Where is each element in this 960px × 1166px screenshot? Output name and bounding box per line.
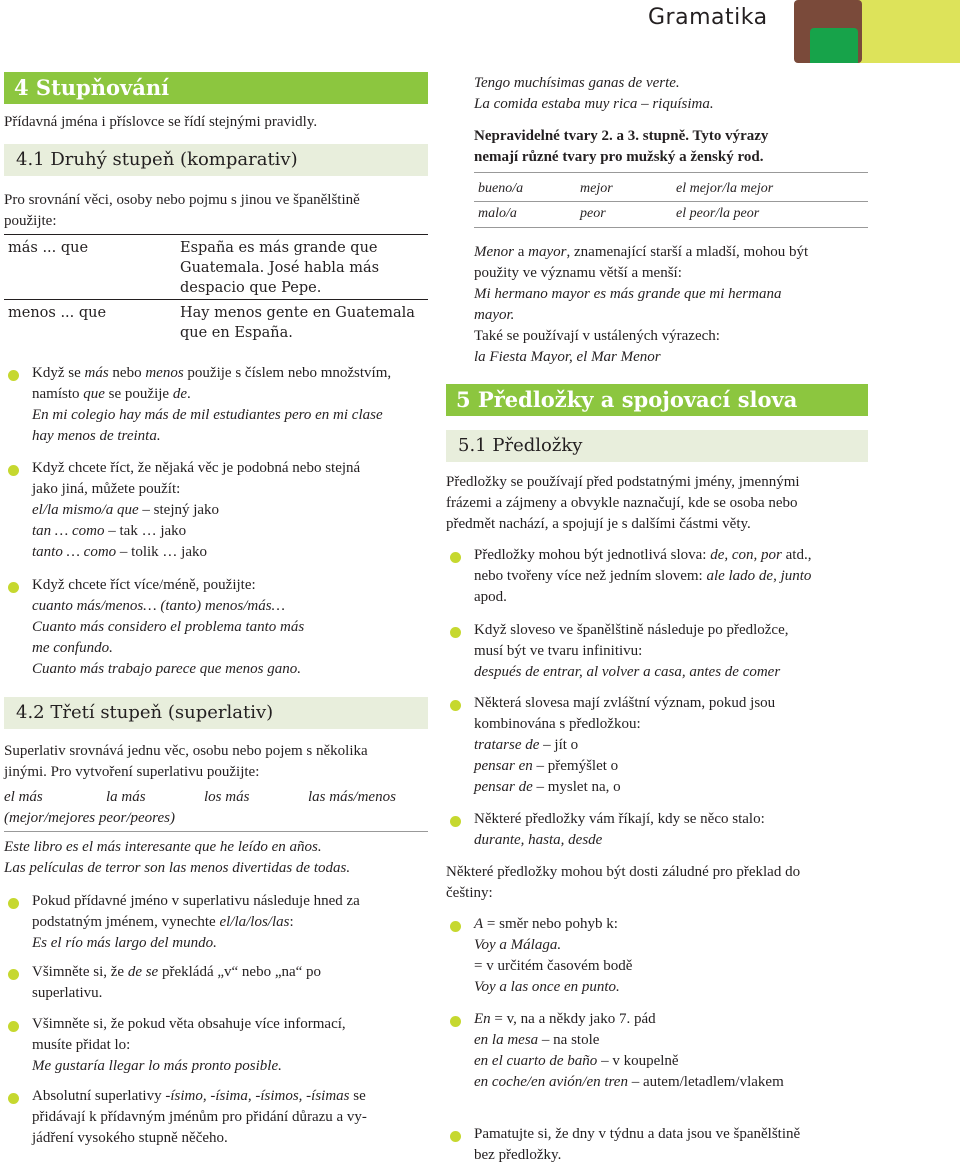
section-42-heading: 4.2 Třetí stupeň (superlativ) bbox=[4, 697, 428, 729]
bullet-dot bbox=[8, 969, 19, 980]
bullet-dot bbox=[450, 552, 461, 563]
s42-form-3: los más bbox=[204, 789, 250, 805]
header-tab-green bbox=[810, 28, 858, 63]
s42-b1-line2: podstatným jménem, vynechte el/la/los/las: bbox=[32, 914, 294, 930]
table-right-mas-2: Guatemala. José habla más bbox=[180, 260, 380, 276]
menor-line4: mayor. bbox=[474, 307, 515, 323]
irregular-r1-c2: mejor bbox=[580, 181, 613, 196]
menor-line3: Mi hermano mayor es más grande que mi hermana bbox=[474, 286, 782, 302]
s41-intro-1: Pro srovnání věci, osoby nebo pojmu s jinou ve španělštině bbox=[4, 192, 360, 208]
section-41-heading: 4.1 Druhý stupeň (komparativ) bbox=[4, 144, 428, 176]
s41-b2-line2: jako jiná, můžete použít: bbox=[32, 481, 181, 497]
bullet-dot bbox=[8, 1093, 19, 1104]
s51-intro-2: frázemi a zájmeny a obvykle naznačují, kde se osoba nebo bbox=[446, 495, 798, 511]
s51-b3-line1: Některá slovesa mají zvláštní význam, pokud jsou bbox=[474, 695, 776, 711]
menor-line6: la Fiesta Mayor, el Mar Menor bbox=[474, 349, 661, 365]
s42-b4-line2: přidávají k přídavným jménům pro přidání důrazu a vy- bbox=[32, 1109, 367, 1125]
s42-intro-2: jinými. Pro vytvoření superlativu použijte: bbox=[4, 764, 260, 780]
s51-b2-line1: Když sloveso ve španělštině následuje po předložce, bbox=[474, 622, 789, 638]
s41-b2-row-1: el/la mismo/a que – stejný jako bbox=[32, 502, 220, 518]
page-title: Gramatika bbox=[648, 5, 768, 30]
s42-b4-line3: jádření vysokého stupně něčeho. bbox=[32, 1130, 228, 1146]
s42-rule bbox=[4, 831, 428, 832]
s41-b1-line1: Když se más nebo menos použije s číslem nebo množstvím, bbox=[32, 365, 392, 381]
irregular-r1-c1: bueno/a bbox=[478, 181, 524, 196]
irregular-r1-c3: el mejor/la mejor bbox=[676, 181, 774, 196]
right-example-2: La comida estaba muy rica – riquísima. bbox=[474, 96, 714, 112]
s41-b3-line4: me confundo. bbox=[32, 640, 113, 656]
s42-intro-1: Superlativ srovnává jednu věc, osobu nebo pojem s několika bbox=[4, 743, 368, 759]
bullet-dot bbox=[8, 1021, 19, 1032]
s51-b2-line2: musí být ve tvaru infinitivu: bbox=[474, 643, 643, 659]
s51-b7-line1: Pamatujte si, že dny v týdnu a data jsou ve španělštině bbox=[474, 1126, 801, 1142]
s42-example-2: Las películas de terror son las menos divertidas de todas. bbox=[4, 860, 351, 876]
table-right-mas-3: despacio que Pepe. bbox=[180, 280, 322, 296]
s51-tricky-1: Některé předložky mohou být dosti záludné pro překlad do bbox=[446, 864, 801, 880]
s41-b1-example-2: hay menos de treinta. bbox=[32, 428, 161, 444]
s42-b2-line2: superlativu. bbox=[32, 985, 103, 1001]
s51-b4-line1: Některé předložky vám říkají, kdy se něco stalo: bbox=[474, 811, 765, 827]
section-4-intro: Přídavná jména i příslovce se řídí stejnými pravidly. bbox=[4, 114, 318, 130]
s51-intro-1: Předložky se používají před podstatnými jmény, jmennými bbox=[446, 474, 800, 490]
s42-b3-line3: Me gustaría llegar lo más pronto posible. bbox=[32, 1058, 282, 1074]
s42-b4-line1: Absolutní superlativy -ísimo, -ísima, -ísimos, -ísimas se bbox=[32, 1088, 366, 1104]
s51-b6-line1: En = v, na a někdy jako 7. pád bbox=[474, 1011, 656, 1027]
s51-b5-line2: Voy a Málaga. bbox=[474, 937, 562, 953]
bullet-dot bbox=[450, 700, 461, 711]
s51-b7-line2: bez předložky. bbox=[474, 1147, 562, 1163]
s51-b3-row-2: pensar en – přemýšlet o bbox=[474, 758, 619, 774]
irregular-r2-c3: el peor/la peor bbox=[676, 206, 760, 221]
irregular-heading-1: Nepravidelné tvary 2. a 3. stupně. Tyto výrazy bbox=[474, 128, 769, 144]
s51-b2-line3: después de entrar, al volver a casa, antes de comer bbox=[474, 664, 781, 680]
s42-b2-line1: Všimněte si, že de se překládá „v“ nebo „na“ po bbox=[32, 964, 322, 980]
s42-b3-line1: Všimněte si, že pokud věta obsahuje více informací, bbox=[32, 1016, 346, 1032]
s42-b1-line1: Pokud přídavné jméno v superlativu následuje hned za bbox=[32, 893, 360, 909]
table-mid-rule bbox=[4, 299, 428, 300]
irregular-r2-c2: peor bbox=[580, 206, 606, 221]
bullet-dot bbox=[8, 582, 19, 593]
s41-b3-line2: cuanto más/menos… (tanto) menos/más… bbox=[32, 598, 285, 614]
s42-b1-line3: Es el río más largo del mundo. bbox=[32, 935, 217, 951]
s42-form-1: el más bbox=[4, 789, 43, 805]
s42-forms-irregular: (mejor/mejores peor/peores) bbox=[4, 810, 175, 826]
s42-form-2: la más bbox=[106, 789, 146, 805]
s41-intro-2: použijte: bbox=[4, 213, 57, 229]
section-51-heading: 5.1 Předložky bbox=[446, 430, 868, 462]
menor-line2: použity ve významu větší a menší: bbox=[474, 265, 682, 281]
table-left-mas: más ... que bbox=[8, 240, 89, 256]
section-5-heading: 5 Předložky a spojovací slova bbox=[446, 384, 868, 416]
s51-b1-line2: nebo tvořeny více než jedním slovem: ale lado de, junto bbox=[474, 568, 812, 584]
s51-b1-line1: Předložky mohou být jednotlivá slova: de, con, por atd., bbox=[474, 547, 812, 563]
s51-b5-line3: = v určitém časovém bodě bbox=[474, 958, 633, 974]
bullet-dot bbox=[8, 370, 19, 381]
bullet-dot bbox=[450, 816, 461, 827]
s51-b4-line2: durante, hasta, desde bbox=[474, 832, 603, 848]
s51-b5-line4: Voy a las once en punto. bbox=[474, 979, 620, 995]
s42-form-4: las más/menos bbox=[308, 789, 396, 805]
irregular-top-rule bbox=[474, 172, 868, 173]
header-tab-yellow bbox=[846, 0, 960, 63]
bullet-dot bbox=[450, 1016, 461, 1027]
irregular-mid-rule bbox=[474, 201, 868, 202]
irregular-bottom-rule bbox=[474, 227, 868, 228]
section-4-heading: 4 Stupňování bbox=[4, 72, 428, 104]
s51-b3-row-3: pensar de – myslet na, o bbox=[474, 779, 621, 795]
table-right-menos-1: Hay menos gente en Guatemala bbox=[180, 305, 415, 321]
bullet-dot bbox=[450, 627, 461, 638]
bullet-dot bbox=[8, 898, 19, 909]
bullet-dot bbox=[450, 1131, 461, 1142]
table-right-menos-2: que en España. bbox=[180, 325, 293, 341]
s41-b1-example-1: En mi colegio hay más de mil estudiantes pero en mi clase bbox=[32, 407, 383, 423]
s41-b3-line5: Cuanto más trabajo parece que menos gano. bbox=[32, 661, 302, 677]
table-left-menos: menos ... que bbox=[8, 305, 107, 321]
bullet-dot bbox=[8, 465, 19, 476]
s51-b6-row-2: en el cuarto de baño – v koupelně bbox=[474, 1053, 679, 1069]
table-top-rule bbox=[4, 234, 428, 235]
s41-b1-line2: namísto que se použije de. bbox=[32, 386, 191, 402]
irregular-r2-c1: malo/a bbox=[478, 206, 517, 221]
s51-b5-line1: A = směr nebo pohyb k: bbox=[474, 916, 618, 932]
s41-b2-row-3: tanto … como – tolik … jako bbox=[32, 544, 207, 560]
s51-intro-3: předmět nachází, a spojují je s dalšími částmi věty. bbox=[446, 516, 751, 532]
irregular-heading-2: nemají různé tvary pro mužský a ženský rod. bbox=[474, 149, 764, 165]
s51-tricky-2: češtiny: bbox=[446, 885, 493, 901]
s51-b6-row-3: en coche/en avión/en tren – autem/letadlem/vlakem bbox=[474, 1074, 784, 1090]
right-example-1: Tengo muchísimas ganas de verte. bbox=[474, 75, 680, 91]
s51-b1-line3: apod. bbox=[474, 589, 507, 605]
s41-b3-line1: Když chcete říct více/méně, použijte: bbox=[32, 577, 256, 593]
menor-line5: Také se používají v ustálených výrazech: bbox=[474, 328, 720, 344]
s42-example-1: Este libro es el más interesante que he leído en años. bbox=[4, 839, 322, 855]
s41-b2-line1: Když chcete říct, že nějaká věc je podobná nebo stejná bbox=[32, 460, 361, 476]
s41-b2-row-2: tan … como – tak … jako bbox=[32, 523, 187, 539]
s42-b3-line2: musíte přidat lo: bbox=[32, 1037, 131, 1053]
s41-b3-line3: Cuanto más considero el problema tanto más bbox=[32, 619, 305, 635]
table-right-mas-1: España es más grande que bbox=[180, 240, 378, 256]
menor-line1: Menor a mayor, znamenající starší a mladší, mohou být bbox=[474, 244, 809, 260]
s51-b3-line2: kombinována s předložkou: bbox=[474, 716, 641, 732]
s51-b3-row-1: tratarse de – jít o bbox=[474, 737, 579, 753]
s51-b6-row-1: en la mesa – na stole bbox=[474, 1032, 600, 1048]
bullet-dot bbox=[450, 921, 461, 932]
